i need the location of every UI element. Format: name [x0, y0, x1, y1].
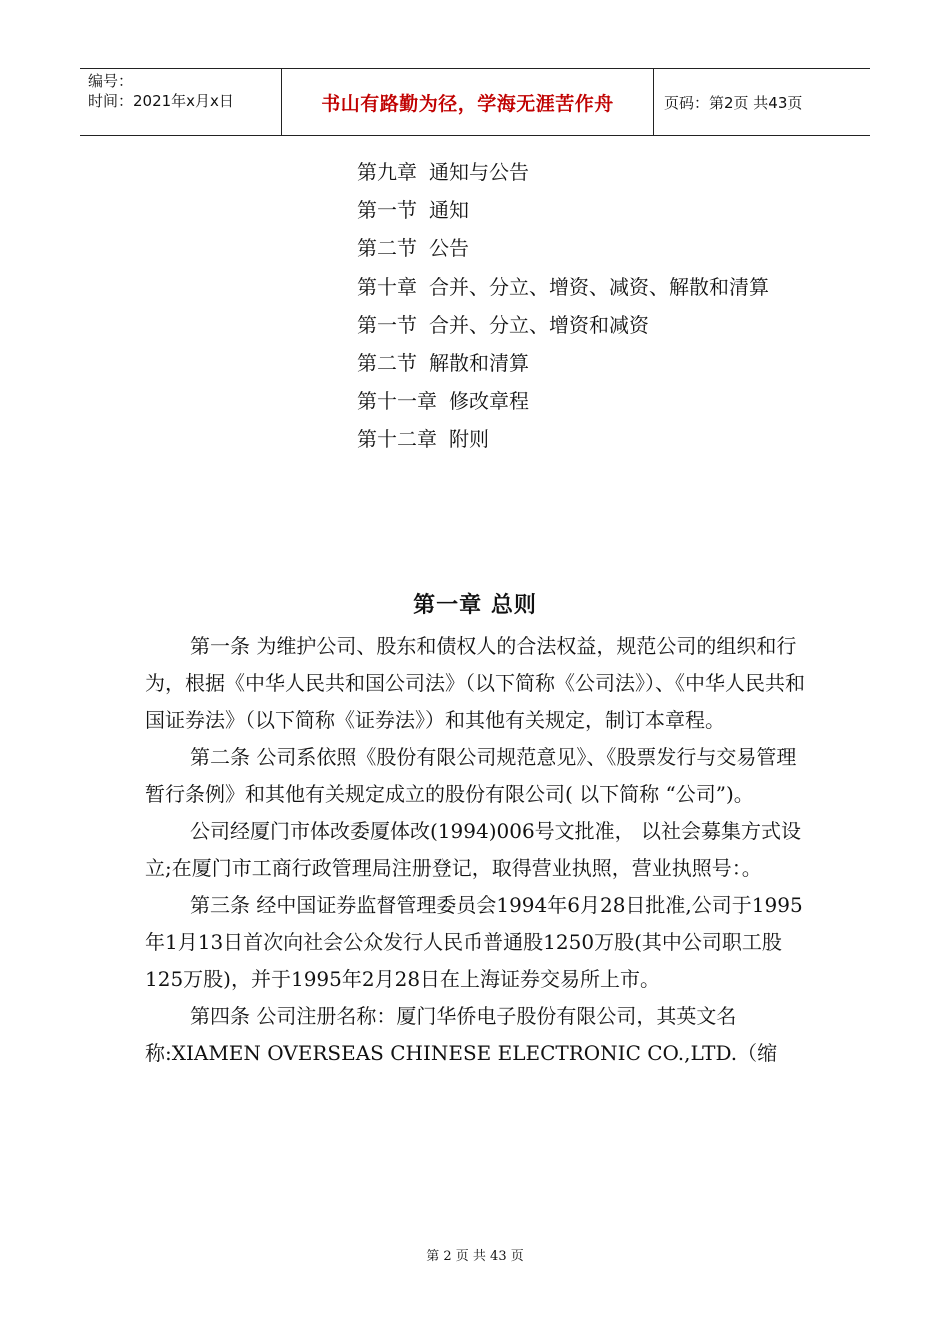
toc-item-number: 第十一章 — [357, 389, 437, 414]
header-number-label: 编号： — [88, 72, 134, 90]
toc-item-title: 附则 — [449, 427, 489, 452]
article-paragraph: 第一条 为维护公司、股东和债权人的合法权益，规范公司的组织和行为，根据《中华人民共和国公司法》（以下简称《公司法》）、《中华人民共和国证券法》（以下简称《证券法》）和其他有关规定，制订本章程。 — [145, 634, 805, 732]
toc-item — [357, 306, 769, 344]
article-paragraph: 第四条 公司注册名称：厦门华侨电子股份有限公司，其英文名称:XIAMEN OVERSEAS CHINESE ELECTRONIC CO.,LTD.（缩 — [145, 1004, 778, 1065]
toc-item — [357, 191, 769, 229]
page-footer: 第 2 页 共 43 页 — [426, 1249, 524, 1264]
toc-item-number: 第十二章 — [357, 427, 437, 452]
header-motto: 书山有路勤为径，学海无涯苦作舟 — [282, 69, 654, 135]
toc-item — [357, 268, 769, 306]
header-page-info: 页码：第2页 共43页 — [664, 93, 803, 112]
toc-item-title: 通知与公告 — [429, 160, 529, 184]
toc-item — [357, 229, 769, 267]
header-time-label: 时间：2021年x月x日 — [88, 92, 234, 110]
toc-item — [357, 344, 769, 382]
toc-item — [357, 153, 769, 191]
toc-item — [357, 420, 769, 458]
toc-item-number: 第九章 — [357, 160, 417, 184]
toc-item-title: 修改章程 — [449, 389, 529, 414]
toc-item-title: 合并、分立、增资和减资 — [429, 312, 649, 337]
toc-item-title: 公告 — [429, 236, 469, 261]
table-of-contents — [357, 153, 769, 459]
toc-item-number: 第一节 — [357, 198, 417, 223]
toc-item — [357, 382, 769, 420]
toc-item-title: 解散和清算 — [429, 350, 529, 375]
toc-item-title: 通知 — [429, 198, 469, 223]
toc-item-number: 第十章 — [357, 274, 417, 299]
toc-item-number: 第二节 — [357, 350, 417, 375]
chapter-title: 第一章 总则 — [413, 593, 537, 618]
document-body — [145, 628, 810, 1072]
article-paragraph: 第二条 公司系依照《股份有限公司规范意见》、《股票发行与交易管理暂行条例》和其他有关规定成立的股份有限公司( 以下简称 “公司”)。 — [145, 745, 797, 806]
toc-item-number: 第一节 — [357, 312, 417, 337]
toc-item-title: 合并、分立、增资、减资、解散和清算 — [429, 274, 769, 299]
article-paragraph: 第三条 经中国证券监督管理委员会1994年6月28日批准,公司于1995年1月13日首次向社会公众发行人民币普通股1250万股(其中公司职工股125万股)，并于1995年2月28日在上海证券交易所上市。 — [145, 893, 803, 991]
toc-item-number: 第二节 — [357, 236, 417, 261]
page-header — [80, 68, 870, 136]
header-meta — [80, 69, 282, 135]
article-paragraph: 公司经厦门市体改委厦体改(1994)006号文批准， 以社会募集方式设立;在厦门市工商行政管理局注册登记，取得营业执照，营业执照号：。 — [145, 819, 802, 880]
